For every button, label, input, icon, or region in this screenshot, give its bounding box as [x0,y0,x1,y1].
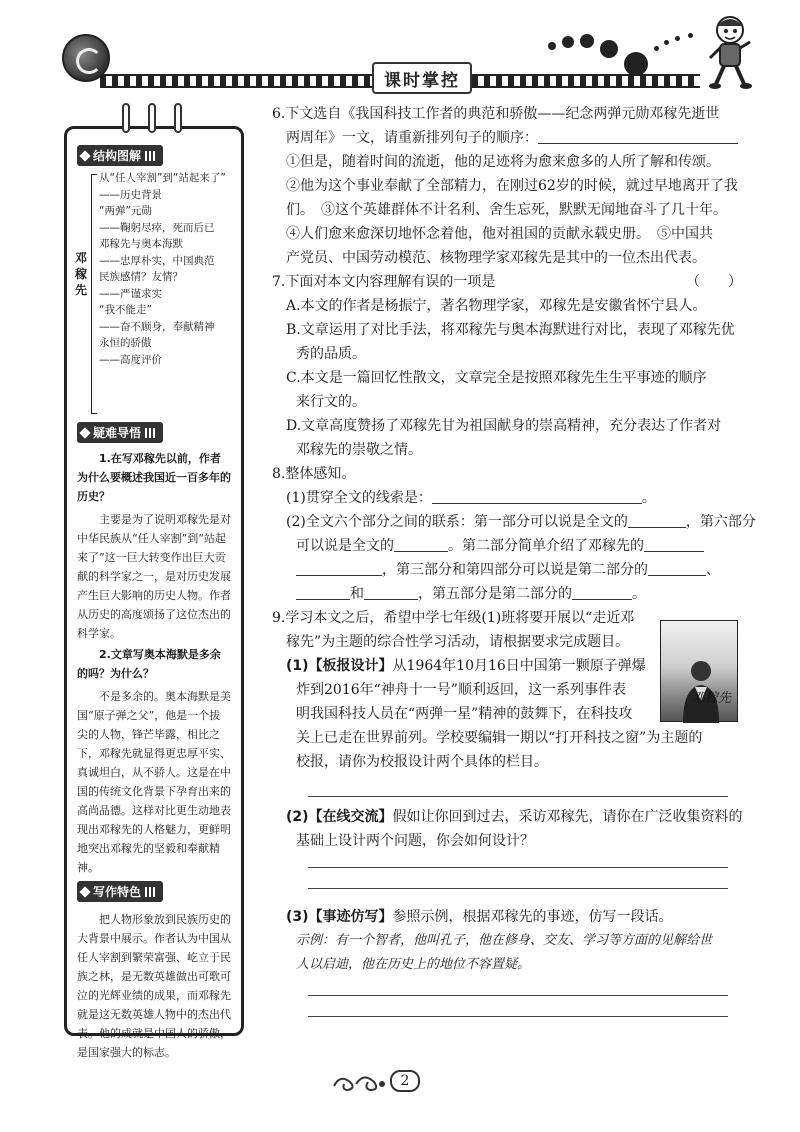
tree-line: ——历史背景 [99,188,162,201]
tree-line: ——奋不顾身，奉献精神 [99,320,215,333]
answer-blank[interactable] [296,560,382,576]
sidebar-panel [64,126,244,1059]
ring-icon [174,103,182,133]
dot-decoration [548,42,556,50]
header-banner [372,62,472,94]
binder-rings [64,103,244,133]
answer-blank[interactable] [432,488,642,504]
diamond-icon [79,886,90,897]
stripe-icon [145,151,155,161]
main-column [272,102,756,1017]
q8-part2: 可以说是全文的 。第二部分简单介绍了邓稼先的 [272,534,742,558]
stripe-icon [145,887,155,897]
page-number: 2 [390,1070,420,1092]
answer-line[interactable] [308,995,728,996]
dot-decoration [580,34,594,48]
tree-line: “我不能走” [99,304,152,316]
tree-root: 邓稼先 [75,251,88,297]
q9-part3-tag: (3)【事迹仿写】 [286,909,393,925]
q7-option-b: 秀的品质。 [296,346,366,362]
answer-text: 把人物形象放到民族历史的大背景中展示。作者认为中国从任人宰割到繁荣富强、屹立于民族之林，是无数英雄做出可歌可泣的光辉业绩的成果，而邓稼先就是这无数英雄人物中的杰出代表。他的成就是中国人的骄傲，是国家强大的标志。 [77,913,231,1059]
page-footer [330,1064,490,1104]
header-title: 课时掌控 [384,70,460,91]
tree-line: 永恒的骄傲 [99,337,152,349]
tree-line: ——严谨求实 [99,287,162,300]
dot-decoration [654,46,659,51]
section-label-writing: 写作特色 [77,881,163,902]
answer-blank[interactable] [648,560,706,576]
swirl-ornament-icon [330,1068,390,1098]
answer-blank[interactable] [296,584,350,600]
answer-line[interactable] [308,867,728,868]
structure-tree [71,170,237,418]
answer-paren[interactable]: （ ） [686,274,742,290]
portrait-photo [660,620,738,722]
answer-blank[interactable] [538,128,738,144]
q7-option-d: D.文章高度赞扬了邓稼先甘为祖国献身的崇高精神，充分表达了作者对 [286,418,722,434]
q7-option-b: B.文章运用了对比手法，将邓稼先与奥本海默进行对比，表现了邓稼先优 [286,322,735,338]
q6-line: 们。 ③这个英雄群体不计名利、舍生忘死，默默无闻地奋斗了几十年。 [286,202,727,218]
tree-line: ——高度评价 [99,353,162,366]
section-label-difficulty: 疑难导悟 [77,422,163,443]
q7-stem: 7.下面对本文内容理解有误的一项是 （ ） [272,270,742,294]
answer-text: 主要是为了说明邓稼先是对中华民族从“任人宰割”到“站起来了”这一巨大转变作出巨大贡献的科学家之一，是对历史发展产生巨大影响的历史人物。作者从历史的高度颂扬了这位杰出的科学家。 [77,513,231,640]
q8-part2: ，第三部分和第四部分可以说是第二部分的 、 [272,558,742,582]
answer-text: 不是多余的。奥本海默是美国“原子弹之父”，他是一个拔尖的人物，锋芒毕露，相比之下，邓稼先就显得更忠厚平实、真诚坦白，从不骄人。这是在中国的传统文化背景下孕育出来的高尚品德。这样对比更生动地表现出邓稼先的人格魅力，更鲜明地突出邓稼先的坚毅和奉献精神。 [77,690,231,874]
q9-stem: 9.学习本文之后，希望中学七年级(1)班将要开展以“走近邓 [272,610,635,626]
tree-line: ——忠厚朴实，中国典范 [99,254,215,267]
q7-option-a: A.本文的作者是杨振宁，著名物理学家，邓稼先是安徽省怀宁县人。 [286,298,707,314]
ring-icon [122,103,130,133]
q8-part2: (2)全文六个部分之间的联系：第一部分可以说是全文的 ，第六部分 [286,514,756,530]
dot-decoration [562,36,574,48]
tree-brace [91,174,97,414]
q9-part1-tag: (1)【板报设计】 [286,658,393,674]
q8-part1: (1)贯穿全文的线索是： 。 [286,490,656,506]
diamond-icon [79,150,90,161]
tree-line: “两弹”元勋 [99,205,152,217]
question-text: 1.在写邓稼先以前，作者为什么要概述我国近一百多年的历史？ [77,452,231,503]
q7-option-c: 来行文的。 [296,394,366,410]
q6-line: ④人们愈来愈深切地怀念着他，他对祖国的贡献永载史册。 ⑤中国共 [286,226,713,242]
page-header [0,0,800,100]
q7-option-c: C.本文是一篇回忆性散文，文章完全是按照邓稼先生生平事迹的顺序 [286,370,707,386]
tree-lines [99,170,239,368]
answer-blank[interactable] [628,512,686,528]
q9-example: 示例：有一个智者，他叫孔子，他在修身、交友、学习等方面的见解给世 [296,933,713,948]
answer-blank[interactable] [644,536,704,552]
dot-decoration [624,52,648,76]
answer-blank[interactable] [394,536,448,552]
stripe-icon [145,428,155,438]
tree-line: 民族感情？友情？ [99,271,183,283]
photo-caption: 邓稼先 [691,691,731,706]
q9-example: 人以启迪，他在历史上的地位不容置疑。 [296,957,531,972]
q9-part2-tag: (2)【在线交流】 [286,809,393,825]
dot-decoration [600,40,618,58]
difficulty-qa [71,449,237,877]
dot-decoration [688,33,693,38]
question-text: 2.文章写奥本海默是多余的吗？为什么？ [77,648,221,680]
diamond-icon [79,427,90,438]
q9-part2: 基础上设计两个问题，你会如何设计？ [296,833,534,849]
section-label-structure: 结构图解 [77,145,163,166]
q9-part2: (2)【在线交流】假如让你回到过去，采访邓稼先，请你在广泛收集资料的 [286,809,743,825]
ring-icon [148,103,156,133]
answer-blank[interactable] [572,584,632,600]
writing-feature [71,910,237,1062]
tree-line: 邓稼先与奥本海默 [99,238,183,250]
q9-part1: 明我国科技人员在“两弹一星”精神的鼓舞下，在科技攻 [296,706,633,722]
q9-part1: 炸到2016年“神舟十一号”顺利返回，这一系列事件表 [296,682,626,698]
q9-part1: 关上已走在世界前列。学校要编辑一期以“打开科技之窗”为主题的 [296,730,703,746]
q6-line: 产党员、中国劳动模范、核物理学家邓稼先是其中的一位杰出代表。 [286,250,706,266]
q6-line: ②他为这个事业奉献了全部精力，在刚过62岁的时候，就过早地离开了我 [286,178,738,194]
q9-part1: 校报，请你为校报设计两个具体的栏目。 [296,754,548,770]
dot-decoration [664,40,669,45]
mascot-icon [706,14,752,90]
dot-decoration [675,36,680,41]
q8-part2: 和 ，第五部分是第二部分的 。 [272,582,742,606]
q6-line: ①但是，随着时间的流逝，他的足迹将为愈来愈多的人所了解和传颂。 [286,154,720,170]
q9-part1: (1)【板报设计】从1964年10月16日中国第一颗原子弹爆 [286,658,646,674]
q6-line: 6.下文选自《我国科技工作者的典范和骄傲——纪念两弹元勋邓稼先逝世 [272,106,720,122]
q6-line: 两周年》一文，请重新排列句子的顺序： [272,126,742,150]
answer-line[interactable] [308,1016,728,1017]
tree-line: ——鞠躬尽瘁，死而后已 [99,221,215,234]
q8-stem: 8.整体感知。 [272,466,356,482]
tree-line: 从“任人宰割”到“站起来了” [99,172,226,184]
q7-option-d: 邓稼先的崇敬之情。 [296,442,422,458]
answer-blank[interactable] [364,584,418,600]
q9-stem: 稼先”为主题的综合性学习活动，请根据要求完成题目。 [286,634,630,650]
q9-part3: (3)【事迹仿写】参照示例，根据邓稼先的事迹，仿写一段话。 [286,909,673,925]
